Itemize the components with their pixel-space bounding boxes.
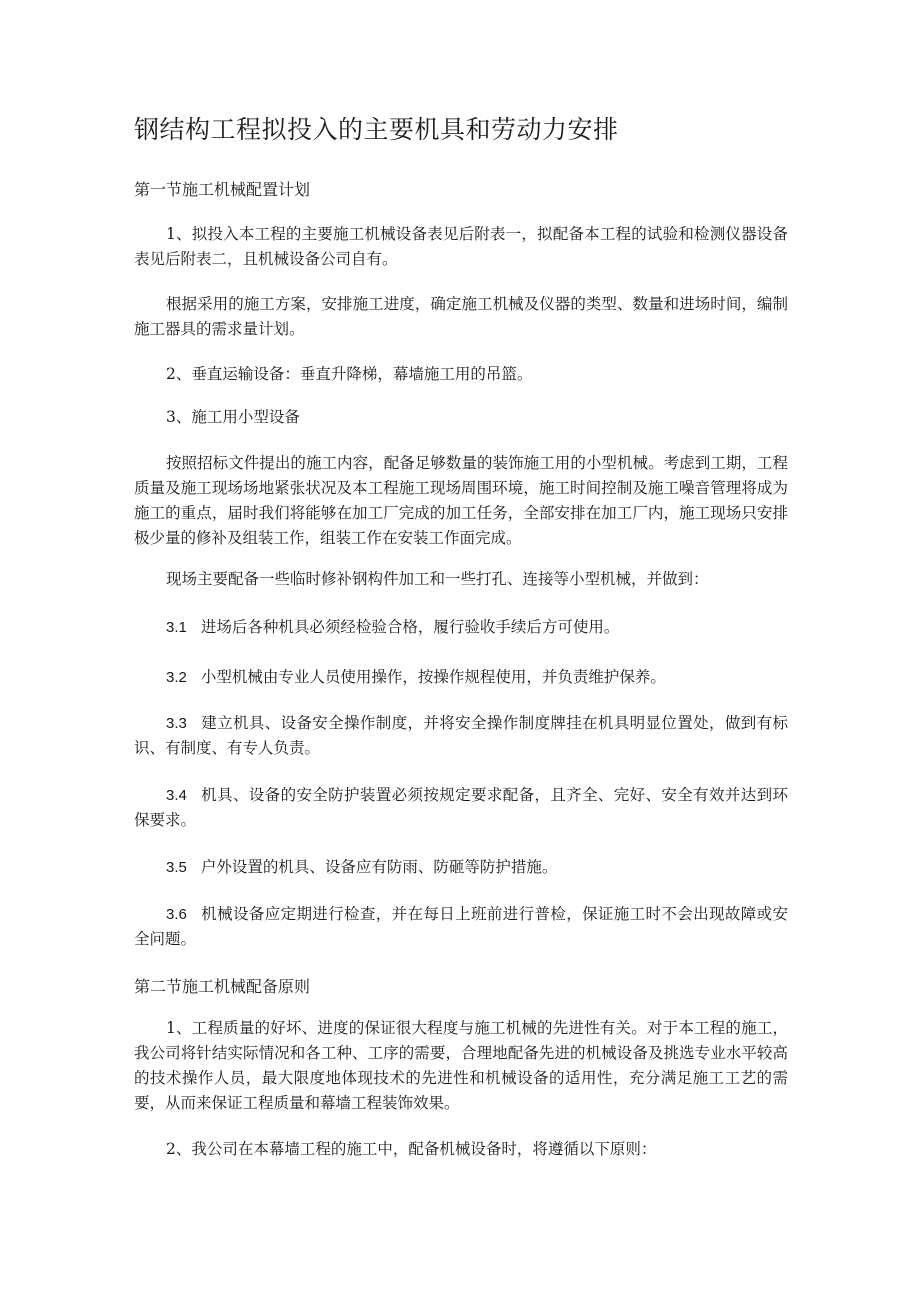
section-1-paragraph-6: 现场主要配备一些临时修补钢构件加工和一些打孔、连接等小型机械，并做到：	[166, 570, 709, 588]
list-item-3-2	[134, 665, 788, 690]
section-2-heading: 第二节施工机械配备原则	[134, 977, 311, 996]
section-2-paragraph-2: 2、我公司在本幕墙工程的施工中，配备机械设备时，将遵循以下原则：	[166, 1140, 657, 1158]
list-item-3-1	[134, 615, 788, 640]
list-item-text: 小型机械由专业人员使用操作，按操作规程使用，并负责维护保养。	[200, 668, 666, 686]
list-item-number: 3.3	[166, 715, 187, 732]
list-item-text: 户外设置的机具、设备应有防雨、防砸等防护措施。	[200, 858, 558, 876]
section-1-paragraph-2: 根据采用的施工方案，安排施工进度，确定施工机械及仪器的类型、数量和进场时间，编制施工器具的需求量计划。	[134, 295, 788, 338]
section-1-paragraph-5: 按照招标文件提出的施工内容，配备足够数量的装饰施工用的小型机械。考虑到工期，工程质量及施工现场场地紧张状况及本工程施工现场周围环境，施工时间控制及施工噪音管理将成为施工的重点，届时我们将能够在加工厂完成的加工任务，全部安排在加工厂内，施工现场只安排极少量的修补及组装工作，组装工作在安装工作面完成。	[134, 454, 788, 547]
document-title: 钢结构工程拟投入的主要机具和劳动力安排	[134, 115, 619, 144]
list-item-text: 机械设备应定期进行检查，并在每日上班前进行普检，保证施工时不会出现故障或安全问题。	[134, 905, 788, 948]
list-item-text: 机具、设备的安全防护装置必须按规定要求配备，且齐全、完好、安全有效并达到环保要求。	[134, 786, 788, 829]
list-item-3-5	[134, 855, 788, 880]
section-1-paragraph-3: 2、垂直运输设备：垂直升降梯，幕墙施工用的吊篮。	[166, 365, 533, 383]
list-item-text: 建立机具、设备安全操作制度，并将安全操作制度牌挂在机具明显位置处，做到有标识、有制度、有专人负责。	[134, 714, 788, 757]
list-item-3-4	[134, 783, 788, 833]
list-item-text: 进场后各种机具必须经检验合格，履行验收手续后方可使用。	[200, 618, 620, 636]
section-1-heading: 第一节施工机械配置计划	[134, 180, 311, 199]
list-item-number: 3.5	[166, 859, 187, 876]
list-item-3-3	[134, 711, 788, 761]
list-item-3-6	[134, 902, 788, 952]
section-1-paragraph-4: 3、施工用小型设备	[166, 408, 300, 426]
list-item-number: 3.4	[166, 787, 187, 804]
section-1-paragraph-1: 1、拟投入本工程的主要施工机械设备表见后附表一，拟配备本工程的试验和检测仪器设备表见后附表二，且机械设备公司自有。	[134, 225, 788, 268]
list-item-number: 3.1	[166, 619, 187, 636]
list-item-number: 3.2	[166, 669, 187, 686]
list-item-number: 3.6	[166, 906, 187, 923]
section-2-paragraph-1: 1、工程质量的好坏、进度的保证很大程度与施工机械的先进性有关。对于本工程的施工，我公司将针结实际情况和各工种、工序的需要，合理地配备先进的机械设备及挑选专业水平较高的技术操作人员，最大限度地体现技术的先进性和机械设备的适用性，充分满足施工工艺的需要，从而来保证工程质量和幕墙工程装饰效果。	[134, 1019, 788, 1112]
